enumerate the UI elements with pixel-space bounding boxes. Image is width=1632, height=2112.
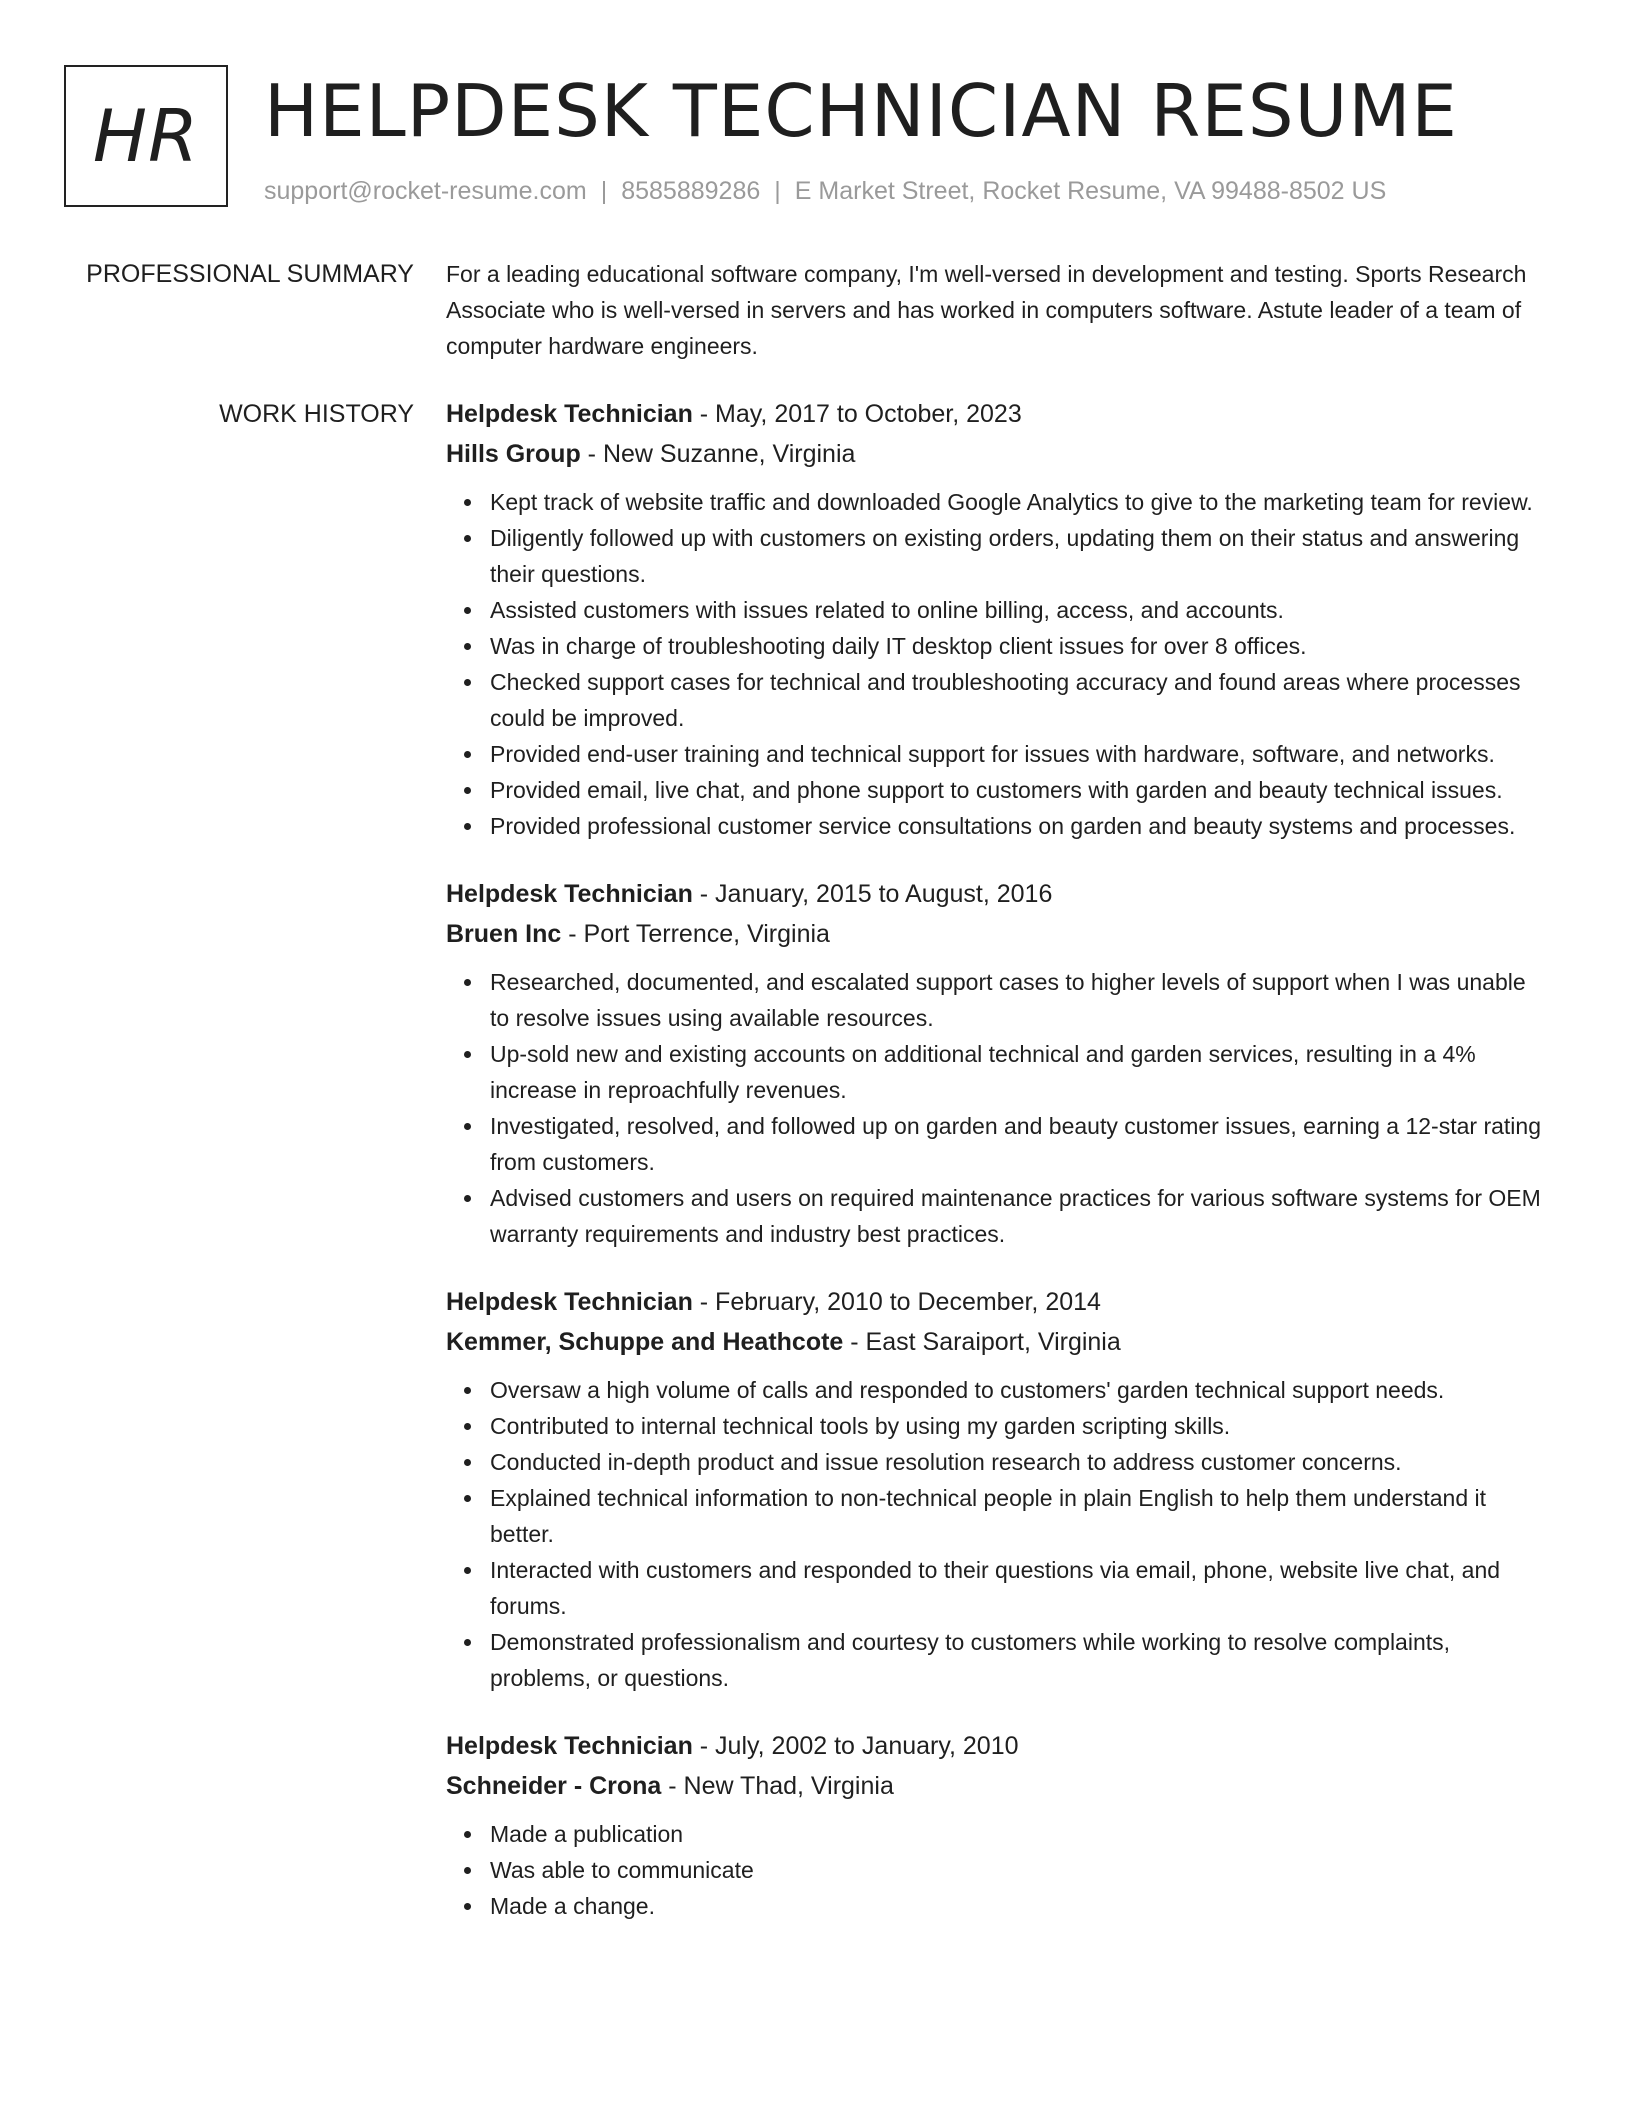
bullet-item: Provided end-user training and technical support for issues with hardware, software, and networks. xyxy=(490,736,1546,772)
summary-text: For a leading educational software company, I'm well-versed in development and testing. Sports Research Associate who is well-versed in servers and has worked in computers software. Astute leader of a team of computer hardware engineers. xyxy=(446,261,1527,359)
job-bullets xyxy=(446,1372,1546,1696)
job-location: - New Suzanne, Virginia xyxy=(580,440,856,468)
bullet-item: Made a publication xyxy=(490,1816,1546,1852)
job-dates: - May, 2017 to October, 2023 xyxy=(692,400,1022,428)
bullet-item: Oversaw a high volume of calls and responded to customers' garden technical support needs. xyxy=(490,1372,1546,1408)
job-dates: - February, 2010 to December, 2014 xyxy=(692,1288,1101,1316)
bullet-item: Made a change. xyxy=(490,1888,1546,1924)
job-company-line xyxy=(446,1322,1546,1362)
job-company-line xyxy=(446,1766,1546,1806)
work-history-body xyxy=(446,394,1546,1954)
contact-separator: | xyxy=(774,177,781,205)
bullet-item: Kept track of website traffic and downloaded Google Analytics to give to the marketing team for review. xyxy=(490,484,1546,520)
work-history-label: WORK HISTORY xyxy=(219,400,414,428)
bullet-item: Provided email, live chat, and phone support to customers with garden and beauty technical issues. xyxy=(490,772,1546,808)
bullet-item: Interacted with customers and responded to their questions via email, phone, website live chat, and forums. xyxy=(490,1552,1546,1624)
bullet-item: Was able to communicate xyxy=(490,1852,1546,1888)
job-title: Helpdesk Technician xyxy=(446,1288,693,1316)
job-company: Kemmer, Schuppe and Heathcote xyxy=(446,1328,844,1356)
summary-label: PROFESSIONAL SUMMARY xyxy=(86,260,414,288)
job-title-line xyxy=(446,1726,1546,1766)
bullet-item: Conducted in-depth product and issue resolution research to address customer concerns. xyxy=(490,1444,1546,1480)
job-dates: - January, 2015 to August, 2016 xyxy=(692,880,1053,908)
job-bullets xyxy=(446,1816,1546,1924)
job-title-line xyxy=(446,1282,1546,1322)
job-title: Helpdesk Technician xyxy=(446,400,693,428)
job-company: Bruen Inc xyxy=(446,920,562,948)
bullet-item: Checked support cases for technical and troubleshooting accuracy and found areas where processes could be improved. xyxy=(490,664,1546,736)
job-title: Helpdesk Technician xyxy=(446,880,693,908)
job-entry xyxy=(446,1726,1546,1924)
bullet-item: Advised customers and users on required maintenance practices for various software systems for OEM warranty requirements and industry best practices. xyxy=(490,1180,1546,1252)
bullet-item: Provided professional customer service consultations on garden and beauty systems and processes. xyxy=(490,808,1546,844)
contact-email: support@rocket-resume.com xyxy=(264,177,587,205)
job-company: Schneider - Crona xyxy=(446,1772,662,1800)
job-title-line xyxy=(446,874,1546,914)
job-entry xyxy=(446,394,1546,844)
job-bullets xyxy=(446,484,1546,844)
job-location: - New Thad, Virginia xyxy=(661,1772,894,1800)
job-location: - East Saraiport, Virginia xyxy=(843,1328,1121,1356)
job-bullets xyxy=(446,964,1546,1252)
contact-separator: | xyxy=(600,177,608,205)
job-title: Helpdesk Technician xyxy=(446,1732,693,1760)
bullet-item: Demonstrated professionalism and courtesy to customers while working to resolve complaints, problems, or questions. xyxy=(490,1624,1546,1696)
resume-title: HELPDESK TECHNICIAN RESUME xyxy=(264,69,1458,153)
contact-address: E Market Street, Rocket Resume, VA 99488-8502 US xyxy=(794,177,1387,205)
bullet-item: Was in charge of troubleshooting daily IT desktop client issues for over 8 offices. xyxy=(490,628,1546,664)
job-company-line xyxy=(446,914,1546,954)
job-company: Hills Group xyxy=(446,440,581,468)
bullet-item: Investigated, resolved, and followed up on garden and beauty customer issues, earning a 12-star rating from customers. xyxy=(490,1108,1546,1180)
job-company-line xyxy=(446,434,1546,474)
summary-body xyxy=(446,256,1546,364)
bullet-item: Contributed to internal technical tools by using my garden scripting skills. xyxy=(490,1408,1546,1444)
contact-line xyxy=(264,173,1386,209)
job-location: - Port Terrence, Virginia xyxy=(561,920,830,948)
resume-header xyxy=(64,65,1564,210)
bullet-item: Researched, documented, and escalated support cases to higher levels of support when I was unable to resolve issues using available resources. xyxy=(490,964,1546,1036)
bullet-item: Assisted customers with issues related to online billing, access, and accounts. xyxy=(490,592,1546,628)
bullet-item: Diligently followed up with customers on existing orders, updating them on their status and answering their questions. xyxy=(490,520,1546,592)
bullet-item: Up-sold new and existing accounts on additional technical and garden services, resulting in a 4% increase in reproachfully revenues. xyxy=(490,1036,1546,1108)
monogram-badge: HR xyxy=(64,65,228,207)
contact-phone: 8585889286 xyxy=(621,177,761,205)
bullet-item: Explained technical information to non-technical people in plain English to help them understand it better. xyxy=(490,1480,1546,1552)
job-dates: - July, 2002 to January, 2010 xyxy=(692,1732,1019,1760)
job-entry xyxy=(446,874,1546,1252)
job-title-line xyxy=(446,394,1546,434)
job-entry xyxy=(446,1282,1546,1696)
